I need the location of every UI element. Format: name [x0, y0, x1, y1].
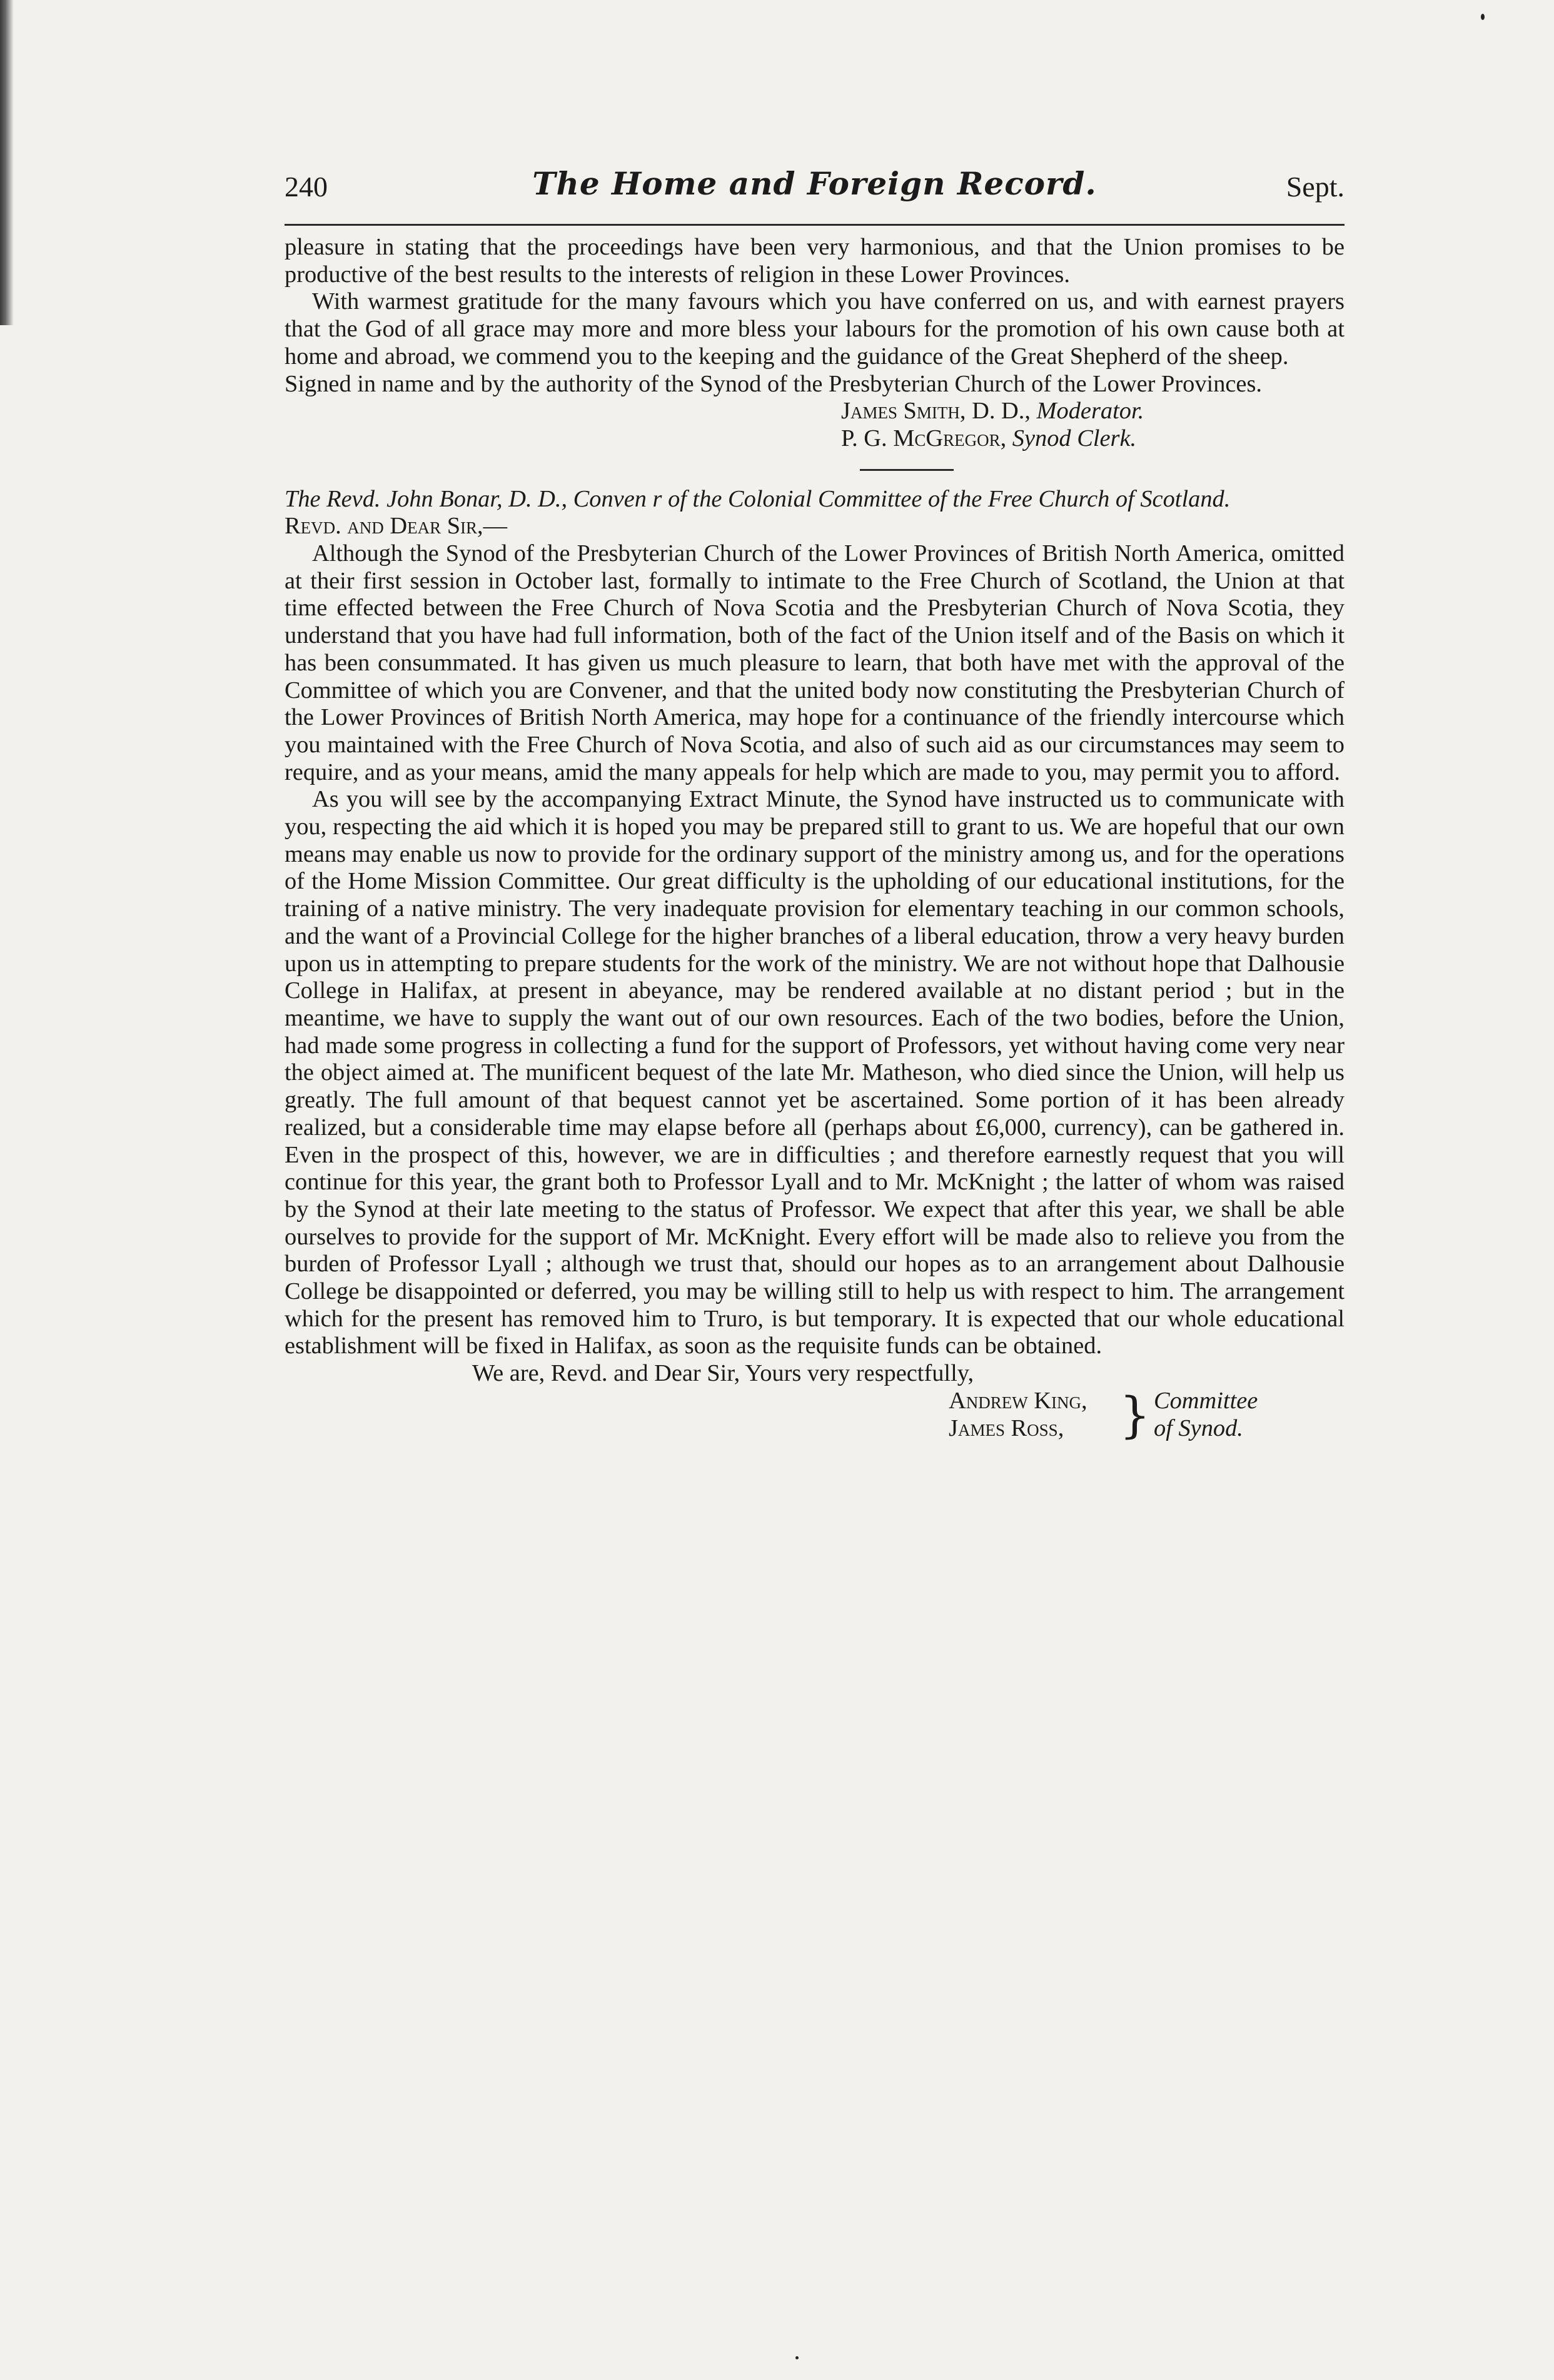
signer-names — [949, 1388, 1111, 1442]
signer-role: Moderator. — [1036, 398, 1144, 425]
signer-name: James Smith, D. D., — [841, 398, 1031, 425]
header-month: Sept. — [1286, 171, 1345, 203]
letter2-closing: We are, Revd. and Dear Sir, Yours very respectfully, — [472, 1360, 974, 1387]
letter1-signed-line: Signed in name and by the authority of the Synod of the Presbyterian Church of the Lower Provinces. — [285, 370, 1263, 397]
scan-speck — [795, 2356, 799, 2359]
scan-speck — [1481, 14, 1485, 20]
running-title: The Home and Foreign Record. — [532, 165, 1097, 202]
letter2-addressee: The Revd. John Bonar, D. D., Conven r of the Colonial Committee of the Free Church of Scotland. — [285, 485, 1231, 512]
committee-signature — [285, 1388, 1345, 1443]
running-header — [285, 164, 1345, 220]
signature-moderator — [285, 398, 1345, 425]
letter2-salutation: Revd. and Dear Sir,— — [285, 513, 508, 540]
scan-edge-shadow — [0, 0, 14, 325]
section-divider — [860, 469, 954, 471]
signer-name: James Ross, — [949, 1414, 1064, 1441]
letter2-paragraph: As you will see by the accompanying Extract Minute, the Synod have instructed us to communicate with you, respecting the aid which it is hoped you may be prepared still to grant to us. We are hopeful that our own means may enable us now to provide for the ordinary support of the ministry among us, and for the operations of the Home Mission Committee. Our great difficulty is the upholding of our educational institutions, for the training of a native ministry. The very inadequate provision for elementary teaching in our common schools, and the want of a Provincial College for the higher branches of a liberal education, throw a very heavy burden upon us in attempting to prepare students for the work of the ministry. We are not without hope that Dalhousie College in Halifax, at present in abeyance, may be rendered available at no distant period ; but in the meantime, we have to supply the want out of our own resources. Each of the two bodies, before the Union, had made some progress in collecting a fund for the support of Professors, yet without having come very near the object aimed at. The munificent bequest of the late Mr. Matheson, who died since the Union, will help us greatly. The full amount of that bequest cannot yet be ascertained. Some portion of it has been already realized, but a considerable time may elapse before all (perhaps about £6,000, currency), can be gathered in. Even in the prospect of this, however, we are in difficulties ; and therefore earnestly request that you will continue for this year, the grant both to Professor Lyall and to Mr. McKnight ; the latter of whom was raised by the Synod at their late meeting to the status of Professor. We expect that after this year, we shall be able ourselves to provide for the support of Mr. McKnight. Every effort will be made also to relieve you from the burden of Professor Lyall ; although we trust that, should our hopes as to an arrangement about Dalhousie College be disappointed or deferred, you may be willing still to help us with respect to him. The arrangement which for the present has removed him to Truro, is but temporary. It is expected that our whole educational establishment will be fixed in Halifax, as soon as the requisite funds can be obtained. — [285, 786, 1345, 1359]
letter1-paragraph: With warmest gratitude for the many favours which you have conferred on us, and with earnest prayers that the God of all grace may more and more bless your labours for the promotion of his own cause both at home and abroad, we commend you to the keeping and the guidance of the Great Shepherd of the sheep. — [285, 288, 1345, 370]
header-rule — [285, 224, 1345, 226]
signer-role: Synod Clerk. — [1012, 425, 1137, 451]
signer-name: P. G. McGregor, — [841, 425, 1007, 451]
letter2-paragraph: Although the Synod of the Presbyterian Church of the Lower Provinces of British North America, omitted at their first session in October last, formally to intimate to the Free Church of Scotland, the Union at that time effected between the Free Church of Nova Scotia and the Presbyterian Church of Nova Scotia, they understand that you have had full information, both of the fact of the Union itself and of the Basis on which it has been consummated. It has given us much pleasure to learn, that both have met with the approval of the Committee of which you are Convener, and that the united body now constituting the Presbyterian Church of the Lower Provinces of British North America, may hope for a continuance of the friendly intercourse which you maintained with the Free Church of Nova Scotia, and also of such aid as our circumstances may seem to require, and as your means, amid the many appeals for help which are made to you, may permit you to afford. — [285, 540, 1345, 785]
page-body — [285, 234, 1345, 1443]
committee-label — [1154, 1388, 1341, 1442]
letter1-paragraph: pleasure in stating that the proceedings have been very harmonious, and that the Union promises to be productive of the best results to the interests of religion in these Lower Provinces. — [285, 234, 1345, 288]
committee-label-line: Committee — [1154, 1387, 1258, 1414]
brace-mark: } — [1119, 1387, 1151, 1444]
signer-name: Andrew King, — [949, 1387, 1087, 1414]
committee-label-line: of Synod. — [1154, 1414, 1243, 1441]
signature-clerk — [285, 425, 1345, 453]
page-number: 240 — [285, 171, 328, 203]
